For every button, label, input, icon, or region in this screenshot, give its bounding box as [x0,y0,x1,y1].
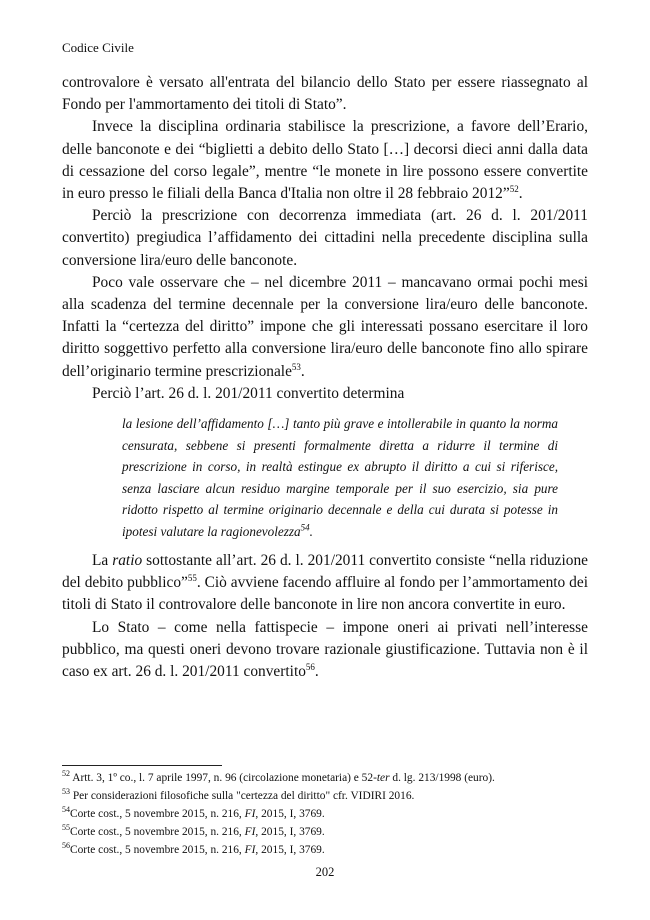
footnote: $^{52}$ Artt. 3, 1º co., l. 7 aprile 1997, n. 96 (circolazione monetaria) e 52-ter d. lg. 213/1998 (euro). [62,769,495,784]
paragraph: Invece la disciplina ordinaria stabilisce la prescrizione, a favore dell’Erario, delle banconote e dei “biglietti a debito dello Stato […] decorsi dieci anni dalla data di cessazione del corso legale”, mentre “le monete in lire possono essere convertite in euro presso le filiali della Banca d'Italia non oltre il 28 febbraio 2012”$^{52}$. [62,118,588,203]
footnote: $^{55}$Corte cost., 5 novembre 2015, n. 216, FI, 2015, I, 3769. [62,823,325,838]
footnote-number: 53 [62,787,70,797]
footnote-ref[interactable]: 53 [291,361,301,372]
footnote-ref[interactable]: 55 [187,573,197,584]
footnote-ref[interactable]: 56 [305,661,315,672]
quote-text: la lesione dell’affidamento […] tanto più grave e intollerabile in quanto la norma censurata, sebbene si presenti formalmente diretta a ridurre il termine di prescrizione in corso, in realtà estingue ex abrupto il diritto a cui si riferisce, senza lasciare alcun residuo margine temporale per il suo esercizio, sia pure ridotto rispetto al termine originario decennale e della cui durata si potesse in ipotesi valutare la ragionevolezza$^{54}$. [122,416,558,539]
running-header: Codice Civile [62,40,134,55]
paragraph: Lo Stato – come nella fattispecie – impone oneri ai privati nell’interesse pubblico, ma questi oneri devono trovare razionale giustificazione. Tuttavia non è il caso ex art. 26 d. l. 201/2011 convertito$^{56}$. [62,618,588,681]
page-number: 202 [315,865,335,879]
paragraph: controvalore è versato all'entrata del bilancio dello Stato per essere riassegnato al Fondo per l'ammortamento dei titoli di Stato”. [62,74,588,114]
emphasis-ratio: ratio [112,552,143,570]
footnote-number: 52 [62,769,70,779]
footnote: $^{54}$Corte cost., 5 novembre 2015, n. 216, FI, 2015, I, 3769. [62,805,325,820]
main-text [62,72,588,683]
footnotes [62,769,588,859]
footnote-number: 55 [62,823,70,833]
footnote-ref[interactable]: 52 [509,183,519,194]
paragraph: Perciò l’art. 26 d. l. 201/2011 convertito determina [92,384,405,402]
footnote-separator [62,765,222,766]
paragraph: Poco vale osservare che – nel dicembre 2011 – mancavano ormai pochi mesi alla scadenza del termine decennale per la conversione lira/euro delle banconote. Infatti la “certezza del diritto” impone che gli interessati possano esercitare il loro diritto soggettivo perfetto alla conversione lira/euro delle banconote fino allo spirare dell’originario termine prescrizionale$^{53}$. [62,273,588,380]
footnote-ref[interactable]: 54 [300,522,310,533]
footnote: $^{53}$ Per considerazioni filosofiche sulla "certezza del diritto" cfr. VIDIRI 2016. [62,787,415,802]
block-quote [122,413,558,542]
footnote-number: 54 [62,805,70,815]
paragraph: La ratio sottostante all’art. 26 d. l. 201/2011 convertito consiste “nella riduzione del debito pubblico”$^{55}$. Ciò avviene facendo affluire al fondo per l’ammortamento dei titoli di Stato il controvalore delle banconote in lire non ancora convertite in euro. [62,552,588,614]
paragraph: Perciò la prescrizione con decorrenza immediata (art. 26 d. l. 201/2011 convertito) pregiudica l’affidamento dei cittadini nella precedente disciplina sulla conversione lira/euro delle banconote. [62,207,588,269]
footnote-number: 56 [62,841,70,851]
footnote: $^{56}$Corte cost., 5 novembre 2015, n. 216, FI, 2015, I, 3769. [62,841,325,856]
